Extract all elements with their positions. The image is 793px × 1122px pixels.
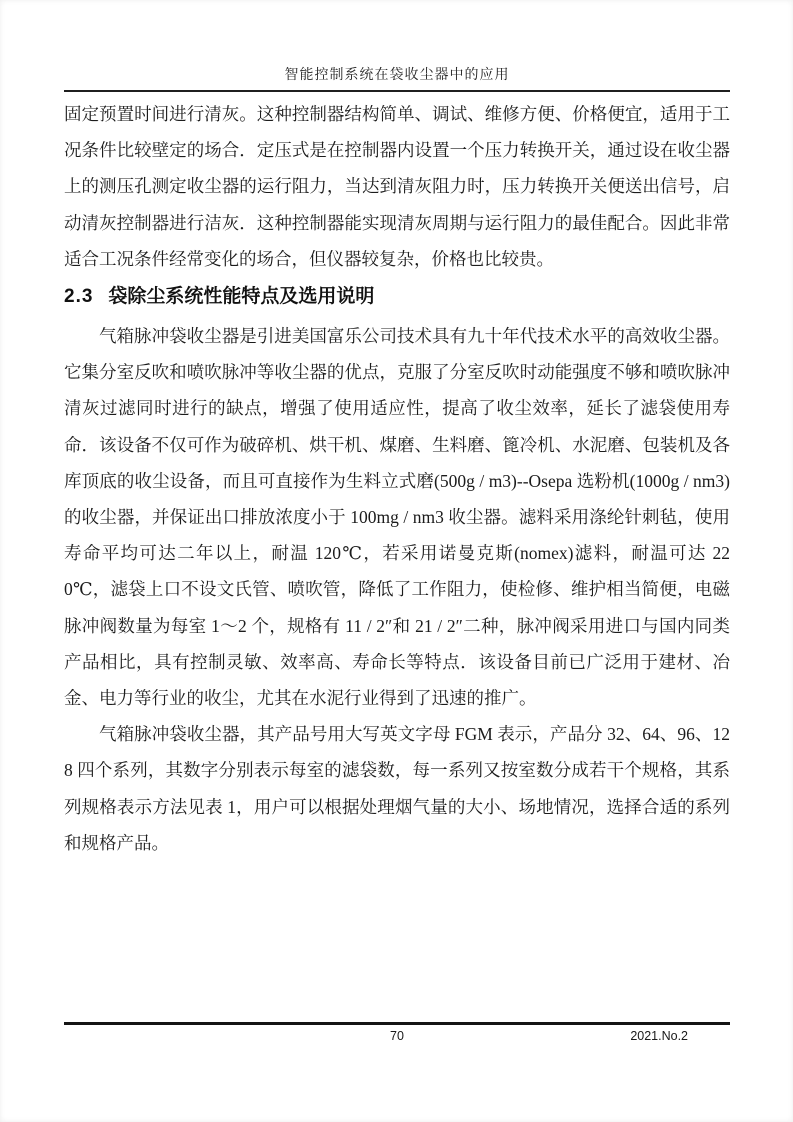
paragraph-system-features: 气箱脉冲袋收尘器是引进美国富乐公司技术具有九十年代技术水平的高效收尘器。它集分室反吹和喷吹脉冲等收尘器的优点，克服了分室反吹时动能强度不够和喷吹脉冲清灰过滤同时进行的缺点，增强了使用适应性，提高了收尘效率，延长了滤袋使用寿命．该设备不仅可作为破碎机、烘干机、煤磨、生料磨、篦冷机、水泥磨、包装机及各库顶底的收尘设备，而且可直接作为生料立式磨(500g / m3)--Osepa 选粉机(1000g / nm3)的收尘器，并保证出口排放浓度小于 100mg / nm3 收尘器。滤料采用涤纶针刺毡，使用寿命平均可达二年以上，耐温 120℃，若采用诺曼克斯(nomex)滤料，耐温可达 220℃，滤袋上口不设文氏管、喷吹管，降低了工作阻力，使检修、维护相当简便，电磁脉冲阀数量为每室 1～2 个，规格有 11 / 2″和 21 / 2″二种，脉冲阀采用进口与国内同类产品相比，具有控制灵敏、效率高、寿命长等特点．该设备目前已广泛用于建材、冶金、电力等行业的收尘，尤其在水泥行业得到了迅速的推广。 (64, 326, 730, 709)
issue-label: 2021.No.2 (630, 1029, 688, 1043)
page-number: 70 (390, 1029, 404, 1043)
running-title: 智能控制系统在袋收尘器中的应用 (284, 68, 510, 83)
paragraph-cleaning-controller: 固定预置时间进行清灰。这种控制器结构简单、调试、维修方便、价格便宜，适用于工况条件比较壁定的场合．定压式是在控制器内设置一个压力转换开关，通过设在收尘器上的测压孔测定收尘器的运行阻力，当达到清灰阻力时，压力转换开关便送出信号，启动清灰控制器进行洁灰．这种控制器能实现清灰周期与运行阻力的最佳配合。因此非常适合工况条件经常变化的场合，但仪器较复杂，价格也比较贵。 (64, 104, 730, 269)
page-header (64, 64, 730, 92)
document-body (64, 96, 730, 861)
page-footer (64, 1022, 730, 1048)
section-title: 袋除尘系统性能特点及选用说明 (108, 286, 375, 308)
paragraph-product-series: 气箱脉冲袋收尘器，其产品号用大写英文字母 FGM 表示，产品分 32、64、96、128 四个系列，其数字分别表示每室的滤袋数，每一系列又按室数分成若干个规格，其系列规格表示方法见表 1，用户可以根据处理烟气量的大小、场地情况，选择合适的系列和规格产品。 (64, 724, 730, 853)
section-number: 2.3 (64, 286, 94, 308)
section-heading (64, 283, 730, 311)
